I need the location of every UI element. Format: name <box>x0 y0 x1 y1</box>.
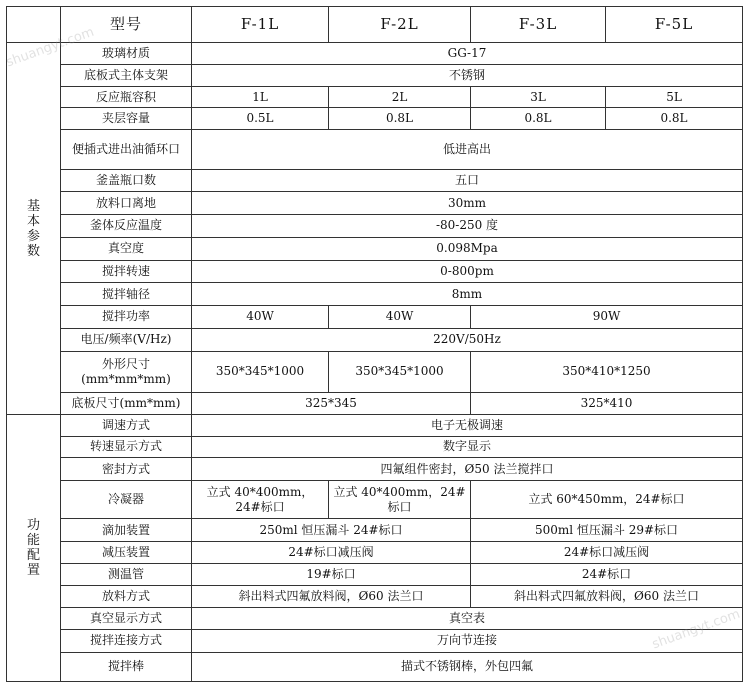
row-value: 350*345*1000 <box>329 351 471 392</box>
row-value: 350*410*1250 <box>471 351 743 392</box>
row-value: 0.8L <box>471 108 606 130</box>
model-f2l: F-2L <box>329 7 471 43</box>
row-value: 24#标口减压阀 <box>471 542 743 564</box>
row-value: 40W <box>329 306 471 329</box>
row-power <box>7 306 743 329</box>
row-value: 1L <box>192 86 329 108</box>
row-label: 搅拌棒 <box>61 652 192 681</box>
row-value: GG-17 <box>192 43 743 65</box>
watermark-top-left: shuangyt.com <box>4 24 97 71</box>
row-label: 夹层容量 <box>61 108 192 130</box>
row-speed <box>7 260 743 283</box>
row-speed-ctrl <box>7 414 743 436</box>
row-capacity <box>7 86 743 108</box>
row-value: 500ml 恒压漏斗 29#标口 <box>471 519 743 542</box>
row-pressure <box>7 542 743 564</box>
row-value: 2L <box>329 86 471 108</box>
row-value: 30mm <box>192 192 743 215</box>
row-label: 釜体反应温度 <box>61 215 192 238</box>
header-row <box>7 7 743 43</box>
group-function: 功能配置 <box>7 414 61 681</box>
row-label: 便插式进出油循环口 <box>61 130 192 169</box>
row-oil <box>7 130 743 169</box>
row-label: 放料口离地 <box>61 192 192 215</box>
row-label: 滴加装置 <box>61 519 192 542</box>
row-label: 搅拌功率 <box>61 306 192 329</box>
row-shaft <box>7 283 743 306</box>
row-coupling <box>7 630 743 653</box>
row-value: 不锈钢 <box>192 64 743 86</box>
row-label: 玻璃材质 <box>61 43 192 65</box>
row-value: 8mm <box>192 283 743 306</box>
row-value: 40W <box>192 306 329 329</box>
row-necks <box>7 169 743 192</box>
row-value: 325*410 <box>471 393 743 415</box>
empty-corner <box>7 7 61 43</box>
row-label: 真空度 <box>61 237 192 260</box>
row-label: 底板式主体支架 <box>61 64 192 86</box>
row-value: 0.8L <box>606 108 743 130</box>
row-label: 放料方式 <box>61 585 192 608</box>
model-label: 型号 <box>61 7 192 43</box>
row-vac-disp <box>7 608 743 630</box>
row-thermo <box>7 563 743 585</box>
row-label: 底板尺寸(mm*mm) <box>61 393 192 415</box>
row-label: 真空显示方式 <box>61 608 192 630</box>
row-label: 转速显示方式 <box>61 436 192 458</box>
group-basic: 基本参数 <box>7 43 61 415</box>
row-label: 测温管 <box>61 563 192 585</box>
row-label: 减压装置 <box>61 542 192 564</box>
row-frame <box>7 64 743 86</box>
row-value: 真空表 <box>192 608 743 630</box>
row-value: 五口 <box>192 169 743 192</box>
row-speed-disp <box>7 436 743 458</box>
row-glass <box>7 43 743 65</box>
row-label: 搅拌轴径 <box>61 283 192 306</box>
row-label: 搅拌连接方式 <box>61 630 192 653</box>
row-value: 0.5L <box>192 108 329 130</box>
row-value: -80-250 度 <box>192 215 743 238</box>
row-value: 斜出料式四氟放料阀，Ø60 法兰口 <box>471 585 743 608</box>
row-value: 描式不锈钢棒，外包四氟 <box>192 652 743 681</box>
row-label: 外形尺寸(mm*mm*mm) <box>61 351 192 392</box>
row-label: 密封方式 <box>61 458 192 481</box>
row-label: 冷凝器 <box>61 481 192 519</box>
row-value: 24#标口 <box>471 563 743 585</box>
spec-table <box>6 6 743 682</box>
row-size <box>7 351 743 392</box>
row-temp <box>7 215 743 238</box>
row-value: 电子无极调速 <box>192 414 743 436</box>
row-value: 3L <box>471 86 606 108</box>
row-dropping <box>7 519 743 542</box>
row-value: 0.8L <box>329 108 471 130</box>
row-value: 立式 60*450mm，24#标口 <box>471 481 743 519</box>
model-f3l: F-3L <box>471 7 606 43</box>
row-value: 24#标口减压阀 <box>192 542 471 564</box>
row-value: 低进高出 <box>192 130 743 169</box>
watermark-bottom-right: shuangyt.com <box>650 606 743 653</box>
model-f1l: F-1L <box>192 7 329 43</box>
row-value: 250ml 恒压漏斗 24#标口 <box>192 519 471 542</box>
row-jacket <box>7 108 743 130</box>
row-stirrer <box>7 652 743 681</box>
row-value: 350*345*1000 <box>192 351 329 392</box>
row-value: 325*345 <box>192 393 471 415</box>
row-value: 5L <box>606 86 743 108</box>
row-voltage <box>7 328 743 351</box>
row-label: 电压/频率(V/Hz) <box>61 328 192 351</box>
model-f5l: F-5L <box>606 7 743 43</box>
row-value: 立式 40*400mm，24#标口 <box>329 481 471 519</box>
row-label: 反应瓶容积 <box>61 86 192 108</box>
row-value: 0-800pm <box>192 260 743 283</box>
row-label: 调速方式 <box>61 414 192 436</box>
row-value: 数字显示 <box>192 436 743 458</box>
row-value: 四氟组件密封，Ø50 法兰搅拌口 <box>192 458 743 481</box>
row-discharge <box>7 585 743 608</box>
row-label: 釜盖瓶口数 <box>61 169 192 192</box>
row-base <box>7 393 743 415</box>
row-vacuum <box>7 237 743 260</box>
row-label: 搅拌转速 <box>61 260 192 283</box>
row-condenser <box>7 481 743 519</box>
row-value: 90W <box>471 306 743 329</box>
row-value: 19#标口 <box>192 563 471 585</box>
row-value: 220V/50Hz <box>192 328 743 351</box>
row-value: 斜出料式四氟放料阀，Ø60 法兰口 <box>192 585 471 608</box>
row-value: 万向节连接 <box>192 630 743 653</box>
row-value: 0.098Mpa <box>192 237 743 260</box>
row-value: 立式 40*400mm，24#标口 <box>192 481 329 519</box>
row-seal <box>7 458 743 481</box>
row-outlet-height <box>7 192 743 215</box>
